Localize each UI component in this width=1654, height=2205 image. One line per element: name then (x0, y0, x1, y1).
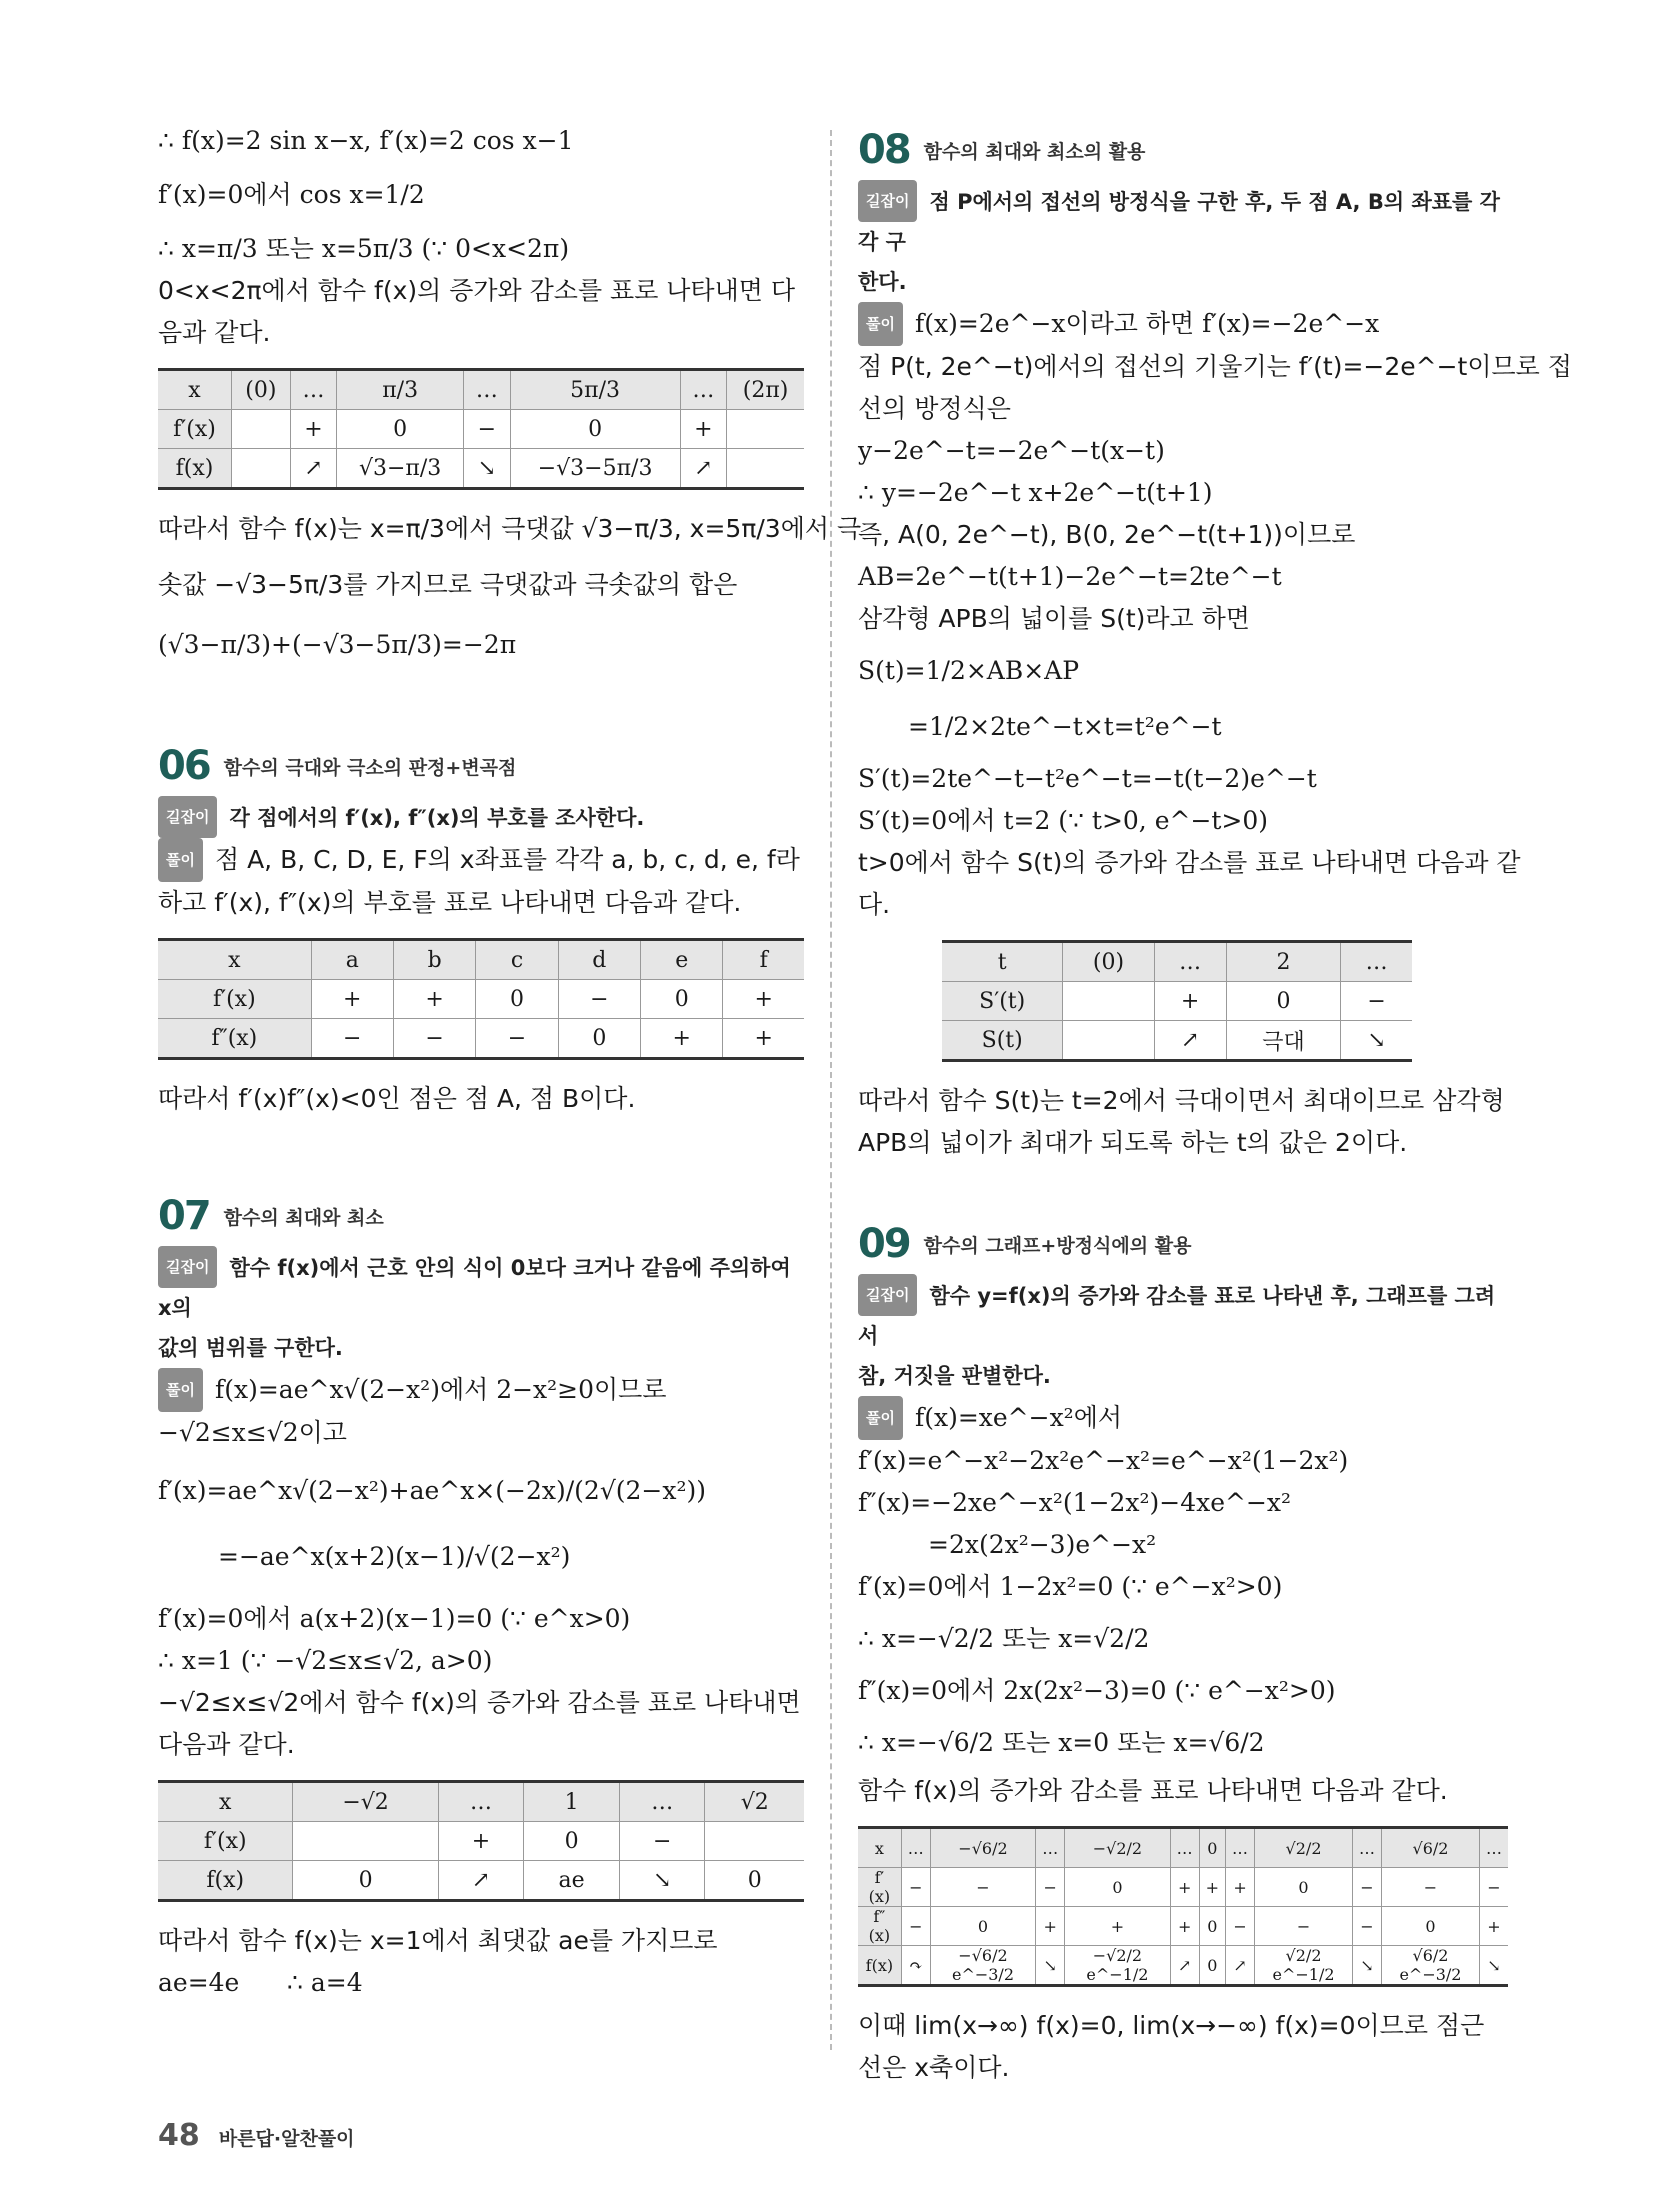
table-cell: − (1353, 1907, 1382, 1946)
table-cell: √6/2 e^−3/2 (1382, 1946, 1480, 1986)
table-cell: −√6/2 (930, 1828, 1035, 1868)
table-cell: −√2/2 e^−1/2 (1065, 1946, 1170, 1986)
hint-text: 점 P에서의 접선의 방정식을 구한 후, 두 점 A, B의 좌표를 각각 구 (858, 190, 1500, 254)
table-cell: + (1154, 982, 1226, 1021)
section-header (858, 126, 1508, 174)
section-title: 함수의 극대와 극소의 판정+변곡점 (223, 756, 517, 779)
table-row (158, 980, 804, 1019)
table-cell: (2π) (727, 370, 804, 410)
table-cell: √6/2 (1382, 1828, 1480, 1868)
table-cell: b (393, 940, 475, 980)
text-line: (√3−π/3)+(−√3−5π/3)=−2π (158, 630, 517, 659)
solution-line: ∴ y=−2e^−t x+2e^−t(t+1) (858, 478, 1213, 507)
table-cell: ↗ (1226, 1946, 1255, 1986)
text-line: 솟값 −√3−5π/3를 가지므로 극댓값과 극솟값의 합은 (158, 570, 738, 599)
solution-line: f″(x)=−2xe^−x²(1−2x²)−4xe^−x² (858, 1488, 1292, 1517)
table-cell: 0 (1382, 1907, 1480, 1946)
table-cell: … (1226, 1828, 1255, 1868)
table-cell: … (680, 370, 727, 410)
solution-line: =1/2×2te^−t×t=t²e^−t (908, 712, 1222, 741)
footer-label: 바른답·알찬풀이 (218, 2128, 355, 2150)
solution-line: −√2≤x≤√2에서 함수 f(x)의 증가와 감소를 표로 나타내면 (158, 1688, 801, 1717)
solution-line: ∴ x=−√2/2 또는 x=√2/2 (858, 1624, 1150, 1653)
table-cell: ↘ (619, 1861, 705, 1901)
table-cell (293, 1822, 438, 1861)
solution-line: f′(x)=ae^x√(2−x²)+ae^x×(−2x)/(2√(2−x²)) (158, 1476, 706, 1505)
section-number: 07 (158, 1193, 210, 1239)
solution-line: S(t)=1/2×AB×AP (858, 656, 1080, 685)
table-cell: x (158, 1782, 293, 1822)
solution-line: 삼각형 APB의 넓이를 S(t)라고 하면 (858, 604, 1250, 633)
table-cell: − (1255, 1907, 1353, 1946)
table-cell: 0 (524, 1822, 620, 1861)
left-column (158, 120, 862, 2004)
table-cell: … (438, 1782, 524, 1822)
table-cell: 0 (1226, 982, 1341, 1021)
table-cell: … (901, 1828, 930, 1868)
table-cell: S(t) (942, 1021, 1063, 1061)
right-column (858, 120, 1572, 2089)
table-cell: e (641, 940, 723, 980)
solution-line: f″(x)=0에서 2x(2x²−3)=0 (∵ e^−x²>0) (858, 1676, 1336, 1705)
table-cell: ↘ (1353, 1946, 1382, 1986)
table-cell: −√3−5π/3 (510, 449, 680, 489)
table-cell: … (1341, 942, 1412, 982)
table-row (158, 1019, 804, 1059)
hint-text: 함수 f(x)에서 근호 안의 식이 0보다 크거나 같음에 주의하여 x의 (158, 1256, 791, 1320)
solution-line: =−ae^x(x+2)(x−1)/√(2−x²) (218, 1542, 571, 1571)
solution-line: ∴ x=1 (∵ −√2≤x≤√2, a>0) (158, 1646, 493, 1675)
table-cell: f″(x) (158, 1019, 311, 1059)
table-row (158, 940, 804, 980)
table-increase-decrease-08 (942, 940, 1412, 1062)
table-cell: 0 (1065, 1868, 1170, 1907)
table-row (158, 370, 804, 410)
table-cell: ↗ (438, 1861, 524, 1901)
hint-tag: 길잡이 (158, 1246, 217, 1288)
table-cell: −√2 (293, 1782, 438, 1822)
table-cell: π/3 (337, 370, 464, 410)
table-cell: f(x) (158, 449, 231, 489)
table-cell: 0 (1199, 1907, 1225, 1946)
solution-line: f(x)=2e^−x이라고 하면 f′(x)=−2e^−x (914, 309, 1380, 338)
section-08 (858, 126, 1572, 1164)
hint-text: 값의 범위를 구한다. (158, 1336, 343, 1360)
table-cell (1063, 1021, 1154, 1061)
hint-tag: 길잡이 (858, 180, 917, 222)
table-cell: ↗ (680, 449, 727, 489)
table-row (858, 1907, 1508, 1946)
conclusion: 따라서 함수 f(x)는 x=1에서 최댓값 ae를 가지므로 (158, 1926, 718, 1955)
table-cell: f′(x) (158, 980, 311, 1019)
table-cell: … (619, 1782, 705, 1822)
conclusion: 따라서 f′(x)f″(x)<0인 점은 점 A, 점 B이다. (158, 1084, 636, 1113)
solution-line: 선의 방정식은 (858, 394, 1011, 423)
table-cell: a (311, 940, 393, 980)
table-cell: … (1479, 1828, 1508, 1868)
solution-tag: 풀이 (158, 838, 203, 882)
table-cell (231, 449, 290, 489)
table-cell: + (1199, 1868, 1225, 1907)
solution-line: 다음과 같다. (158, 1730, 295, 1759)
hint-tag: 길잡이 (158, 796, 217, 838)
table-cell: … (464, 370, 511, 410)
table-sign-06 (158, 938, 804, 1060)
table-cell: x (858, 1828, 901, 1868)
table-cell: ↗ (1170, 1946, 1199, 1986)
hint-text: 각 점에서의 f′(x), f″(x)의 부호를 조사한다. (229, 806, 645, 830)
table-cell: ↗ (1154, 1021, 1226, 1061)
solution-line: 즉, A(0, 2e^−t), B(0, 2e^−t(t+1))이므로 (858, 520, 1356, 549)
table-cell: (0) (231, 370, 290, 410)
solution-line: f(x)=ae^x√(2−x²)에서 2−x²≥0이므로 (214, 1375, 667, 1404)
solution-line: =2x(2x²−3)e^−x² (928, 1530, 1157, 1559)
solution-line: 점 A, B, C, D, E, F의 x좌표를 각각 a, b, c, d, e, f라 (214, 845, 800, 874)
table-cell: √3−π/3 (337, 449, 464, 489)
table-cell: ↘ (1341, 1021, 1412, 1061)
table-cell: − (1341, 982, 1412, 1021)
page-footer (158, 2118, 355, 2153)
solution-tag: 풀이 (858, 302, 903, 346)
table-cell: 0 (558, 1019, 640, 1059)
table-cell: + (723, 1019, 804, 1059)
table-cell: 0 (337, 410, 464, 449)
solution-line: S′(t)=0에서 t=2 (∵ t>0, e^−t>0) (858, 806, 1269, 835)
section-number: 08 (858, 127, 910, 173)
table-cell: − (619, 1822, 705, 1861)
section-number: 06 (158, 743, 210, 789)
table-cell (231, 410, 290, 449)
table-cell: S′(t) (942, 982, 1063, 1021)
table-cell: + (1226, 1868, 1255, 1907)
table-cell: 2 (1226, 942, 1341, 982)
table-cell: − (1353, 1868, 1382, 1907)
table-cell: f″(x) (858, 1907, 901, 1946)
section-header (858, 1220, 1508, 1268)
solution-line: S′(t)=2te^−t−t²e^−t=−t(t−2)e^−t (858, 764, 1317, 793)
solution-line: t>0에서 함수 S(t)의 증가와 감소를 표로 나타내면 다음과 같 (858, 848, 1521, 877)
hint-text: 함수 y=f(x)의 증가와 감소를 표로 나타낸 후, 그래프를 그려서 (858, 1284, 1496, 1348)
intro-line: ∴ x=π/3 또는 x=5π/3 (∵ 0<x<2π) (158, 234, 570, 263)
table-cell (727, 449, 804, 489)
table-cell: √2 (705, 1782, 804, 1822)
section-header (158, 742, 804, 790)
table-row (858, 1828, 1508, 1868)
section-07 (158, 1192, 804, 2004)
table-cell: − (464, 410, 511, 449)
table-cell: + (393, 980, 475, 1019)
table-row (158, 1861, 804, 1901)
page-number: 48 (158, 2118, 200, 2153)
solution-tag: 풀이 (858, 1396, 903, 1440)
table-cell: x (158, 940, 311, 980)
solution-line: y−2e^−t=−2e^−t(x−t) (858, 436, 1165, 465)
table-cell: (0) (1063, 942, 1154, 982)
column-divider (830, 130, 832, 2050)
table-cell: ↘ (1036, 1946, 1065, 1986)
conclusion: 따라서 함수 S(t)는 t=2에서 극대이면서 최대이므로 삼각형 (858, 1086, 1505, 1115)
solution-line: AB=2e^−t(t+1)−2e^−t=2te^−t (858, 562, 1282, 591)
solution-line: 점 P(t, 2e^−t)에서의 접선의 기울기는 f′(t)=−2e^−t이므로 접 (858, 352, 1572, 381)
section-06 (158, 742, 804, 1120)
table-cell: √2/2 (1255, 1828, 1353, 1868)
solution-line: −√2≤x≤√2이고 (158, 1418, 347, 1447)
table-cell (727, 410, 804, 449)
solution-line: f′(x)=0에서 a(x+2)(x−1)=0 (∵ e^x>0) (158, 1604, 631, 1633)
section-header (158, 1192, 804, 1240)
table-cell: … (1170, 1828, 1199, 1868)
table-cell: − (930, 1868, 1035, 1907)
table-cell: f′(x) (158, 410, 231, 449)
table-cell: ↘ (464, 449, 511, 489)
table-cell: 0 (705, 1861, 804, 1901)
table-row (158, 1822, 804, 1861)
table-cell: 0 (1255, 1868, 1353, 1907)
hint-tag: 길잡이 (858, 1274, 917, 1316)
table-cell: 극대 (1226, 1021, 1341, 1061)
table-cell: f(x) (158, 1861, 293, 1901)
table-row (942, 1021, 1412, 1061)
solution-line: 하고 f′(x), f″(x)의 부호를 표로 나타내면 다음과 같다. (158, 888, 742, 917)
intro-line: ∴ f(x)=2 sin x−x, f′(x)=2 cos x−1 (158, 126, 574, 155)
table-cell: + (723, 980, 804, 1019)
table-row (158, 449, 804, 489)
table-cell: 0 (930, 1907, 1035, 1946)
table-cell (705, 1822, 804, 1861)
table-cell: 1 (524, 1782, 620, 1822)
table-cell: + (641, 1019, 723, 1059)
table-cell: 0 (1199, 1946, 1225, 1986)
table-cell: − (1226, 1907, 1255, 1946)
table-cell: + (1479, 1907, 1508, 1946)
table-cell: + (1170, 1868, 1199, 1907)
solution-line: f′(x)=0에서 1−2x²=0 (∵ e^−x²>0) (858, 1572, 1283, 1601)
section-title: 함수의 그래프+방정식에의 활용 (923, 1234, 1192, 1257)
solution-line: f(x)=xe^−x²에서 (914, 1403, 1123, 1432)
table-cell: −√2/2 (1065, 1828, 1170, 1868)
table-cell: + (311, 980, 393, 1019)
table-cell: f (723, 940, 804, 980)
table-row (942, 942, 1412, 982)
after-table-block (158, 508, 862, 666)
hint-text: 한다. (858, 270, 907, 294)
table-cell: − (1382, 1868, 1480, 1907)
solution-line: f′(x)=e^−x²−2x²e^−x²=e^−x²(1−2x²) (858, 1446, 1349, 1475)
table-cell: ↷ (901, 1946, 930, 1986)
table-cell: − (901, 1868, 930, 1907)
table-cell: 0 (1199, 1828, 1225, 1868)
section-title: 함수의 최대와 최소의 활용 (923, 140, 1146, 163)
text-line: 따라서 함수 f(x)는 x=π/3에서 극댓값 √3−π/3, x=5π/3에서 극 (158, 514, 862, 543)
section-number: 09 (858, 1221, 910, 1267)
table-cell: + (1065, 1907, 1170, 1946)
table-increase-decrease-1 (158, 368, 804, 490)
table-cell: + (680, 410, 727, 449)
table-cell: − (558, 980, 640, 1019)
table-cell: 5π/3 (510, 370, 680, 410)
table-cell: + (290, 410, 337, 449)
intro-line: 0<x<2π에서 함수 f(x)의 증가와 감소를 표로 나타내면 다음과 같다. (158, 276, 795, 347)
solution-line: 함수 f(x)의 증가와 감소를 표로 나타내면 다음과 같다. (858, 1776, 1448, 1805)
intro-line: f′(x)=0에서 cos x=1/2 (158, 180, 425, 209)
conclusion: APB의 넓이가 최대가 되도록 하는 t의 값은 2이다. (858, 1128, 1408, 1157)
table-cell: … (1036, 1828, 1065, 1868)
table-cell: √2/2 e^−1/2 (1255, 1946, 1353, 1986)
table-cell: − (901, 1907, 930, 1946)
table-cell (1063, 982, 1154, 1021)
table-row (858, 1946, 1508, 1986)
table-cell: … (1154, 942, 1226, 982)
table-cell: d (558, 940, 640, 980)
section-09 (858, 1220, 1508, 2089)
conclusion: ae=4e ∴ a=4 (158, 1968, 363, 1997)
table-cell: f(x) (858, 1946, 901, 1986)
table-cell: t (942, 942, 1063, 982)
conclusion: 이때 lim(x→∞) f(x)=0, lim(x→−∞) f(x)=0이므로 점근선은 x축이다. (858, 2011, 1485, 2082)
table-cell: − (393, 1019, 475, 1059)
table-cell: x (158, 370, 231, 410)
table-row (158, 410, 804, 449)
solution-line: ∴ x=−√6/2 또는 x=0 또는 x=√6/2 (858, 1728, 1265, 1757)
table-cell: 0 (476, 980, 558, 1019)
table-cell: − (1479, 1868, 1508, 1907)
table-cell: 0 (641, 980, 723, 1019)
table-row (858, 1868, 1508, 1907)
table-row (942, 982, 1412, 1021)
table-cell: … (290, 370, 337, 410)
section-title: 함수의 최대와 최소 (223, 1206, 384, 1229)
table-cell: … (1353, 1828, 1382, 1868)
table-cell: ↗ (290, 449, 337, 489)
solution-line: 다. (858, 890, 891, 919)
table-cell: + (1036, 1907, 1065, 1946)
table-cell: + (1170, 1907, 1199, 1946)
table-cell: ae (524, 1861, 620, 1901)
table-increase-decrease-07 (158, 1780, 804, 1902)
table-increase-decrease-09 (858, 1826, 1508, 1987)
table-cell: f′(x) (858, 1868, 901, 1907)
solution-tag: 풀이 (158, 1368, 203, 1412)
table-cell: f′(x) (158, 1822, 293, 1861)
table-cell: − (1036, 1868, 1065, 1907)
intro-block (158, 120, 804, 354)
table-cell: ↘ (1479, 1946, 1508, 1986)
hint-text: 참, 거짓을 판별한다. (858, 1364, 1051, 1388)
table-cell: 0 (510, 410, 680, 449)
table-cell: + (438, 1822, 524, 1861)
table-cell: − (476, 1019, 558, 1059)
table-cell: 0 (293, 1861, 438, 1901)
table-cell: −√6/2 e^−3/2 (930, 1946, 1035, 1986)
table-cell: c (476, 940, 558, 980)
table-cell: − (311, 1019, 393, 1059)
table-row (158, 1782, 804, 1822)
